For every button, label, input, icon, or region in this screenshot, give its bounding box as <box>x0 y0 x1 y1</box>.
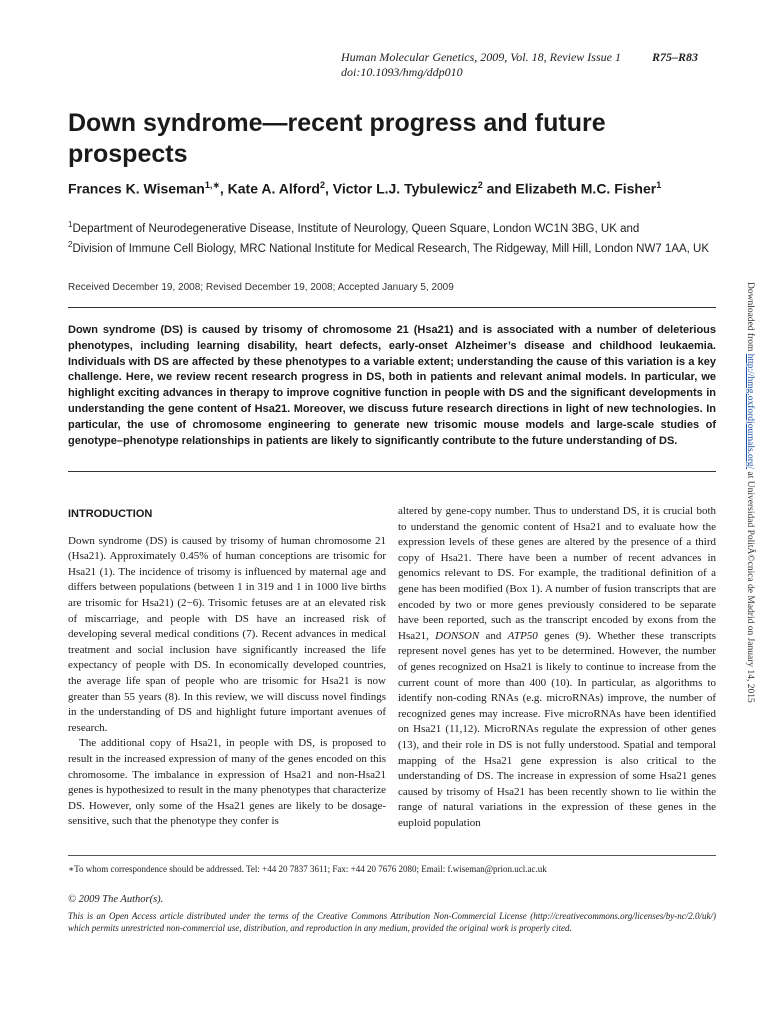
affiliations <box>68 217 718 257</box>
author-sep: , <box>219 180 228 197</box>
download-notice <box>745 282 755 703</box>
page-range: R75–R83 <box>652 50 699 64</box>
journal-citation: Human Molecular Genetics, 2009, Vol. 18, Review Issue 1 <box>341 50 621 64</box>
author-name: Elizabeth M.C. Fisher <box>515 180 657 197</box>
body-column-right <box>398 504 716 831</box>
author-name: Frances K. Wiseman <box>68 180 205 197</box>
footnote-rule <box>68 855 716 856</box>
received-dates: Received December 19, 2008; Revised December 19, 2008; Accepted January 5, 2009 <box>68 282 454 293</box>
gene-name: ATP50 <box>507 629 538 642</box>
body-paragraph: Down syndrome (DS) is caused by trisomy of human chromosome 21 (Hsa21). Approximately 0.45% of human conceptions are trisomic for Hsa21 (1). The incidence of trisomy is influenced by maternal age and differs between populations (between 1 in 319 and 1 in 1000 live births are trisomic for Hsa21) (2−6). Trisomic fetuses are at an elevated risk of miscarriage, and people with DS have an increased risk of developing several medical conditions (7). Recent advances in medical treatment and social inclusion have significantly increased the life expectancy of people with DS. In economically developed countries, the average life span of people who are trisomic for Hsa21 is now greater than 55 years (8). In this review, we will discuss novel findings in the understanding of DS and highlight future important avenues of research. <box>68 534 386 734</box>
affiliation-sup: 2 <box>68 239 73 249</box>
abstract-top-rule <box>68 307 716 308</box>
journal-header <box>341 50 621 80</box>
affiliation-text: Department of Neurodegenerative Disease, Institute of Neurology, Queen Square, London WC1N 3BG, UK and <box>72 222 640 235</box>
author-list <box>68 180 718 197</box>
body-paragraph <box>398 504 716 831</box>
abstract: Down syndrome (DS) is caused by trisomy of chromosome 21 (Hsa21) and is associated with a number of deleterious phenotypes, including learning disability, heart defects, early-onset Alzheimer’s disease and childhood leukaemia. Individuals with DS are affected by these phenotypes to a variable extent; understanding the cause of this variation is a key challenge. Here, we review recent research progress in DS, both in patients and relevant animal models. In particular, we highlight exciting advances in therapy to improve cognitive function in people with DS and the significant developments in understanding the gene content of Hsa21. Moreover, we discuss future research directions in light of new technologies. In particular, the use of chromosome engineering to generate new trisomic mouse models and large-scale studies of genotype–phenotype relationships in patients are likely to significantly contribute to the future understanding of DS. <box>68 324 716 447</box>
doi[interactable]: doi:10.1093/hmg/ddp010 <box>341 65 463 79</box>
affiliation <box>68 217 718 237</box>
journal-link[interactable]: http://hmg.oxfordjournals.org/ <box>745 353 755 470</box>
affiliation-sup: 1 <box>68 220 73 229</box>
gene-name: DONSON <box>435 629 480 642</box>
download-prefix: Downloaded from <box>745 282 755 354</box>
affiliation-text: Division of Immune Cell Biology, MRC National Institute for Medical Research, The Ridgeway, Mill Hill, London NW7 1AA, UK <box>72 242 710 255</box>
author-sep: and <box>482 180 516 197</box>
download-sidebar <box>745 282 765 802</box>
body-text: and <box>479 629 508 642</box>
author-name: Victor L.J. Tybulewicz <box>332 180 478 197</box>
copyright-notice: © 2009 The Author(s). <box>68 894 164 905</box>
section-heading: INTRODUCTION <box>68 508 153 520</box>
author-sup: 1 <box>656 180 662 190</box>
correspondence-footnote: ∗To whom correspondence should be addressed. Tel: +44 20 7837 3611; Fax: +44 20 7676 2080; Email: f.wiseman@prion.ucl.ac.uk <box>68 864 547 874</box>
body-paragraph: The additional copy of Hsa21, in people with DS, is proposed to result in the increased expression of many of the genes encoded on this chromosome. The imbalance in expression of Hsa21 and non-Hsa21 genes is hypothesized to result in the many phenotypes that characterize DS. However, only some of the Hsa21 genes are likely to be dosage-sensitive, such that the phenotype they confer is <box>68 737 386 828</box>
body-text: genes (9). Whether these transcripts represent novel genes has yet to be determined. However, the number of genes recognized on Hsa21 is likely to continue to increase from the current count of more than 400 (10). In particular, as algorithms to identify non-coding RNAs (e.g. microRNAs) improve, the number of recognized genes may increase. Five microRNAs have been identified on Hsa21 (11,12). MicroRNAs regulate the expression of other genes (13), and their role in DS is not fully understood. Spatial and temporal mapping of the Hsa21 gene expression is also critical to the understanding of DS. The increase in expression of some Hsa21 genes caused by trisomy of Hsa21 has been recently shown to lie within the range of natural variations in the expression of these genes in the euploid population <box>398 629 716 829</box>
author-sup: 2 <box>477 180 483 190</box>
body-column-left <box>68 505 386 830</box>
author-sup: 2 <box>319 180 325 190</box>
body-text: altered by gene-copy number. Thus to understand DS, it is crucial both to understand the genomic content of Hsa21 and to evaluate how the expression levels of these genes are altered by the presence of a third copy of Hsa21. There have been a number of recent advances in genomics relevant to DS. For example, the traditional definition of a gene has been modified (Box 1). A number of fusion transcripts that are encoded by two or more genes previously considered to be separate have been reported, such as the transcript encoded by exons from the Hsa21, <box>398 505 716 642</box>
author-sep: , <box>324 180 333 197</box>
license-text: This is an Open Access article distributed under the terms of the Creative Commons Attribution Non-Commercial License (http://creativecommons.org/licenses/by-nc/2.0/uk/) which permits unrestricted non-commercial use, distribution, and reproduction in any medium, provided the original work is properly cited. <box>68 911 716 933</box>
affiliation <box>68 237 718 257</box>
author-name: Kate A. Alford <box>227 180 320 197</box>
article-title: Down syndrome—recent progress and future prospects <box>68 109 606 168</box>
download-suffix: at Universidad PolitÃ©cnica de Madrid on January 14, 2015 <box>745 469 755 703</box>
abstract-bottom-rule <box>68 471 716 472</box>
author-sup: 1,∗ <box>204 180 220 190</box>
